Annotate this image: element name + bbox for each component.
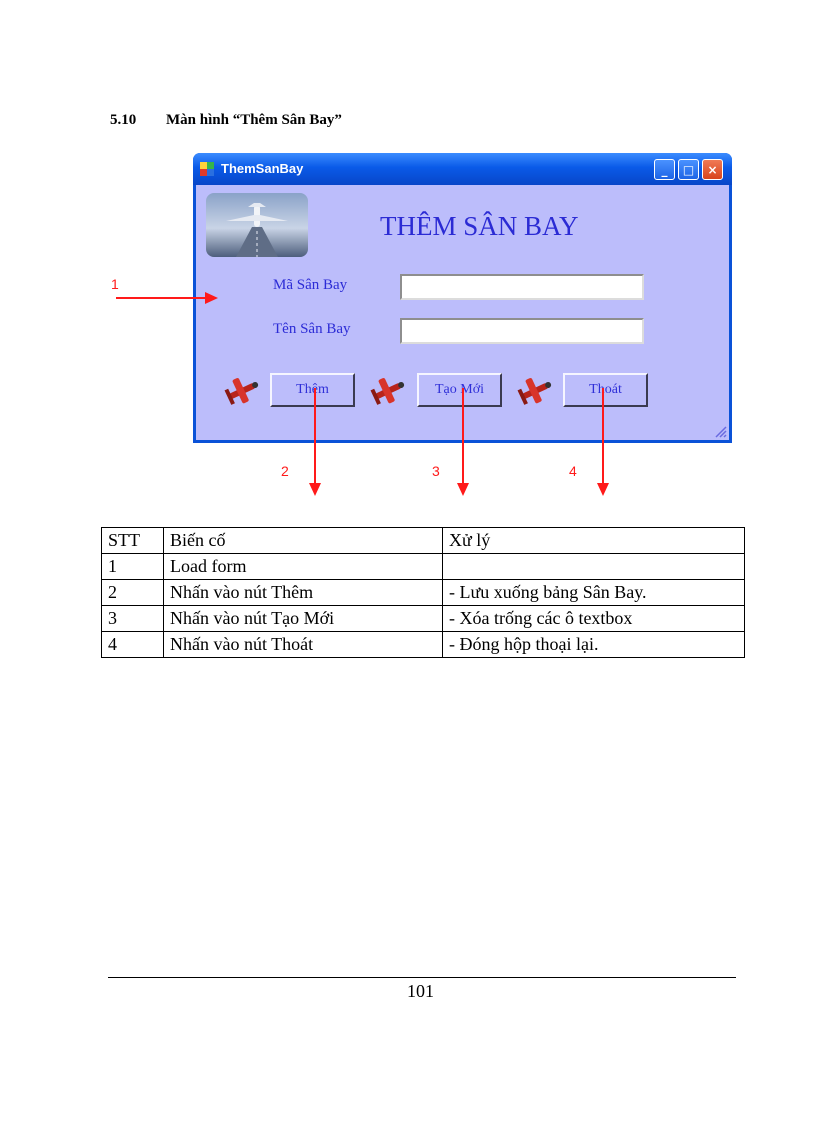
maximize-icon: □ [682,162,695,177]
table-row [102,606,745,632]
cell-stt: 3 [102,606,164,632]
tao-moi-button-label: Tạo Mới [434,382,484,397]
page-number: 101 [407,981,434,1001]
arrow-1-head [205,292,218,304]
cell-xu-ly [443,554,745,580]
close-icon: × [707,162,718,177]
table-row [102,632,745,658]
cell-bien-co: Nhấn vào nút Thoát [164,632,443,658]
ma-san-bay-label: Mã Sân Bay [273,277,348,293]
cell-stt: 2 [102,580,164,606]
cell-bien-co: Nhấn vào nút Tạo Mới [164,606,443,632]
cell-bien-co: Load form [164,554,443,580]
annotation-3: 3 [432,463,440,479]
header-bien-co: Biến cố [164,528,443,554]
them-button-label: Thêm [296,382,329,397]
footer-rule [108,977,736,978]
annotation-4: 4 [569,463,577,479]
cell-xu-ly: - Xóa trống các ô textbox [443,606,745,632]
thoat-button-label: Thoát [589,382,622,397]
cell-xu-ly: - Đóng hộp thoại lại. [443,632,745,658]
section-number: 5.10 [110,112,137,128]
form-title: THÊM SÂN BAY [380,211,579,241]
annotation-1: 1 [111,276,119,292]
event-table [101,527,745,658]
arrow-3-head [457,483,469,496]
section-title: Màn hình “Thêm Sân Bay” [166,112,342,128]
arrow-2-head [309,483,321,496]
annotation-2: 2 [281,463,289,479]
cell-xu-ly: - Lưu xuống bảng Sân Bay. [443,580,745,606]
header-stt: STT [102,528,164,554]
header-xu-ly: Xử lý [443,528,745,554]
annotation-arrows [0,0,816,520]
cell-stt: 1 [102,554,164,580]
window-title: ThemSanBay [221,161,304,176]
ten-san-bay-label: Tên Sân Bay [273,321,351,337]
minimize-icon: _ [661,162,668,177]
table-row [102,580,745,606]
table-header-row [102,528,745,554]
cell-bien-co: Nhấn vào nút Thêm [164,580,443,606]
arrow-4-head [597,483,609,496]
cell-stt: 4 [102,632,164,658]
table-row [102,554,745,580]
